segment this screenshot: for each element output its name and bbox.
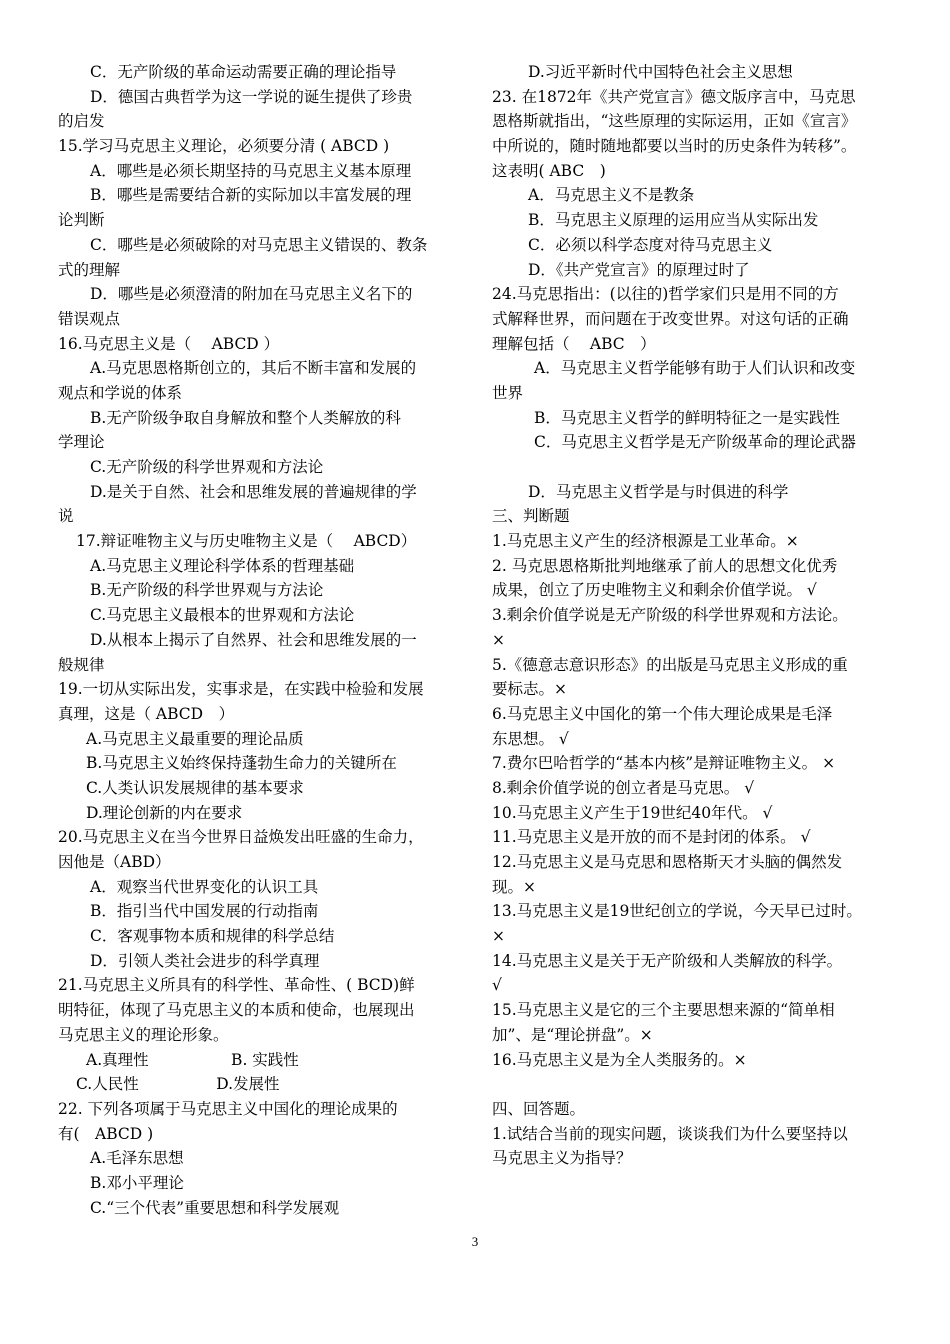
text-line: 5.《德意志意识形态》的出版是马克思主义形成的重: [492, 655, 848, 674]
text-line: C.无产阶级的科学世界观和方法论: [90, 458, 324, 476]
text-line: A.毛泽东思想: [90, 1149, 184, 1168]
text-line: A．观察当代世界变化的认识工具: [90, 877, 319, 896]
text-line: 这表明( ABC ): [492, 161, 606, 180]
text-line: C．马克思主义哲学是无产阶级革命的理论武器: [534, 433, 856, 452]
text-line: 14.马克思主义是关于无产阶级和人类解放的科学。: [492, 951, 843, 970]
text-line: 明特征，体现了马克思主义的本质和使命，也展现出: [58, 1001, 415, 1020]
text-line: 中所说的，随时随地都要以当时的历史条件为转移”。: [492, 137, 857, 156]
text-line: C．哪些是必须破除的对马克思主义错误的、教条: [90, 235, 428, 254]
text-line: A．马克思主义哲学能够有助于人们认识和改变: [534, 359, 856, 378]
text-line: 真理，这是（ ABCD ）: [58, 704, 235, 723]
text-line: C.马克思主义最根本的世界观和方法论: [90, 606, 355, 625]
text-line: C．无产阶级的革命运动需要正确的理论指导: [90, 63, 397, 81]
text-line: 马克思主义的理论形象。: [58, 1025, 229, 1044]
text-line: 23. 在1872年《共产党宣言》德文版序言中，马克思: [492, 87, 856, 106]
blank-line: [492, 455, 907, 480]
text-line: 式解释世界，而问题在于改变世界。对这句话的正确: [492, 309, 849, 328]
text-line: 世界: [492, 383, 524, 402]
text-line: 15.马克思主义是它的三个主要思想来源的“简单相: [492, 1001, 835, 1020]
text-line: B.无产阶级的科学世界观与方法论: [90, 581, 324, 600]
text-line: 16.马克思主义是（ ABCD ）: [58, 334, 280, 353]
text-line: B.无产阶级争取自身解放和整个人类解放的科: [90, 408, 401, 427]
text-line: A.马克思主义理论科学体系的哲理基础: [90, 556, 355, 575]
text-line: 的启发: [58, 112, 105, 131]
text-line: 要标志。×: [492, 680, 567, 699]
page-number: 3: [471, 1234, 479, 1249]
text-line: 10.马克思主义产生于19世纪40年代。 √: [492, 803, 773, 822]
text-line: 12.马克思主义是马克思和恩格斯天才头脑的偶然发: [492, 853, 843, 871]
text-line: D．德国古典哲学为这一学说的诞生提供了珍贵: [90, 87, 413, 106]
right-column: [492, 60, 907, 1171]
text-line: B．指引当代中国发展的行动指南: [90, 902, 319, 921]
text-line: A．哪些是必须长期坚持的马克思主义基本原理: [90, 161, 412, 180]
text-line: 三、判断题: [492, 507, 570, 526]
text-line: B．哪些是需要结合新的实际加以丰富发展的理: [90, 186, 412, 205]
text-line: A.真理性 B. 实践性: [86, 1050, 299, 1069]
text-line: 成果，创立了历史唯物主义和剩余价值学说。 √: [492, 581, 817, 600]
text-line: D.理论创新的内在要求: [86, 803, 243, 822]
text-line: 学理论: [58, 433, 105, 452]
text-line: D．引领人类社会进步的科学真理: [90, 951, 320, 970]
text-line: D.习近平新时代中国特色社会主义思想: [528, 63, 793, 81]
text-line: C．客观事物本质和规律的科学总结: [90, 927, 335, 946]
text-line: 24.马克思指出：(以往的)哲学家们只是用不同的方: [492, 285, 839, 304]
text-line: 21.马克思主义所具有的科学性、革命性、( BCD)鲜: [58, 976, 415, 995]
text-line: 论判断: [58, 211, 105, 230]
text-line: 马克思主义为指导？: [492, 1149, 632, 1168]
text-line: √: [492, 976, 502, 995]
text-line: 现。×: [492, 877, 536, 896]
text-line: 16.马克思主义是为全人类服务的。×: [492, 1050, 747, 1069]
text-line: 8.剩余价值学说的创立者是马克思。 √: [492, 778, 755, 797]
text-line: 3.剩余价值学说是无产阶级的科学世界观和方法论。: [492, 606, 848, 625]
text-line: 2. 马克思恩格斯批判地继承了前人的思想文化优秀: [492, 556, 838, 575]
text-line: 观点和学说的体系: [58, 383, 183, 402]
text-line: 恩格斯就指出，“这些原理的实际运用，正如《宣言》: [492, 112, 857, 131]
text-line: 6.马克思主义中国化的第一个伟大理论成果是毛泽: [492, 704, 833, 723]
text-line: A．马克思主义不是教条: [528, 186, 695, 205]
text-line: D．哪些是必须澄清的附加在马克思主义名下的: [90, 285, 413, 304]
blank-line: [492, 1072, 907, 1097]
text-line: C.“三个代表”重要思想和科学发展观: [90, 1198, 340, 1217]
text-line: 19.一切从实际出发，实事求是，在实践中检验和发展: [58, 680, 424, 699]
text-line: 般规律: [58, 655, 105, 674]
text-line: 1.马克思主义产生的经济根源是工业革命。×: [492, 532, 799, 551]
text-line: 20.马克思主义在当今世界日益焕发出旺盛的生命力，: [58, 828, 424, 847]
text-line: 说: [58, 507, 74, 526]
text-line: 有( ABCD ): [58, 1124, 154, 1143]
text-line: A.马克思恩格斯创立的，其后不断丰富和发展的: [90, 359, 417, 378]
text-line: B．马克思主义哲学的鲜明特征之一是实践性: [534, 408, 840, 427]
text-line: 15.学习马克思主义理论，必须要分清 ( ABCD ): [58, 137, 390, 156]
text-line: C.人类认识发展规律的基本要求: [86, 778, 304, 797]
text-line: D.从根本上揭示了自然界、社会和思维发展的一: [90, 630, 417, 649]
text-line: D．马克思主义哲学是与时俱进的科学: [528, 482, 789, 501]
left-column: [58, 60, 466, 1220]
text-line: 理解包括（ ABC ）: [492, 334, 656, 353]
text-line: D．《共产党宣言》的原理过时了: [528, 260, 750, 279]
text-line: 1.试结合当前的现实问题，谈谈我们为什么要坚持以: [492, 1124, 848, 1143]
text-line: A.马克思主义最重要的理论品质: [86, 729, 304, 748]
text-line: B．马克思主义原理的运用应当从实际出发: [528, 211, 819, 230]
text-line: 式的理解: [58, 260, 121, 279]
text-line: 13.马克思主义是19世纪创立的学说，今天早已过时。: [492, 902, 862, 921]
text-line: ×: [492, 630, 505, 649]
text-line: 22. 下列各项属于马克思主义中国化的理论成果的: [58, 1099, 398, 1118]
text-line: 7.费尔巴哈哲学的“基本内核”是辩证唯物主义。 ×: [492, 754, 836, 773]
text-line: 东思想。 √: [492, 729, 569, 748]
text-line: C.人民性 D.发展性: [76, 1075, 280, 1094]
text-line: 加”、是“理论拼盘”。×: [492, 1025, 653, 1044]
text-line: D.是关于自然、社会和思维发展的普遍规律的学: [90, 482, 417, 501]
text-line: 因他是（ABD）: [58, 853, 171, 871]
text-line: ×: [492, 927, 505, 946]
text-line: B.马克思主义始终保持蓬勃生命力的关键所在: [86, 754, 397, 773]
text-line: 错误观点: [58, 309, 121, 328]
text-line: 11.马克思主义是开放的而不是封闭的体系。 √: [492, 828, 811, 847]
text-line: 四、回答题。: [492, 1099, 586, 1118]
text-line: C．必须以科学态度对待马克思主义: [528, 235, 773, 254]
text-line: 17.辩证唯物主义与历史唯物主义是（ ABCD）: [76, 532, 417, 551]
text-line: B.邓小平理论: [90, 1173, 184, 1192]
